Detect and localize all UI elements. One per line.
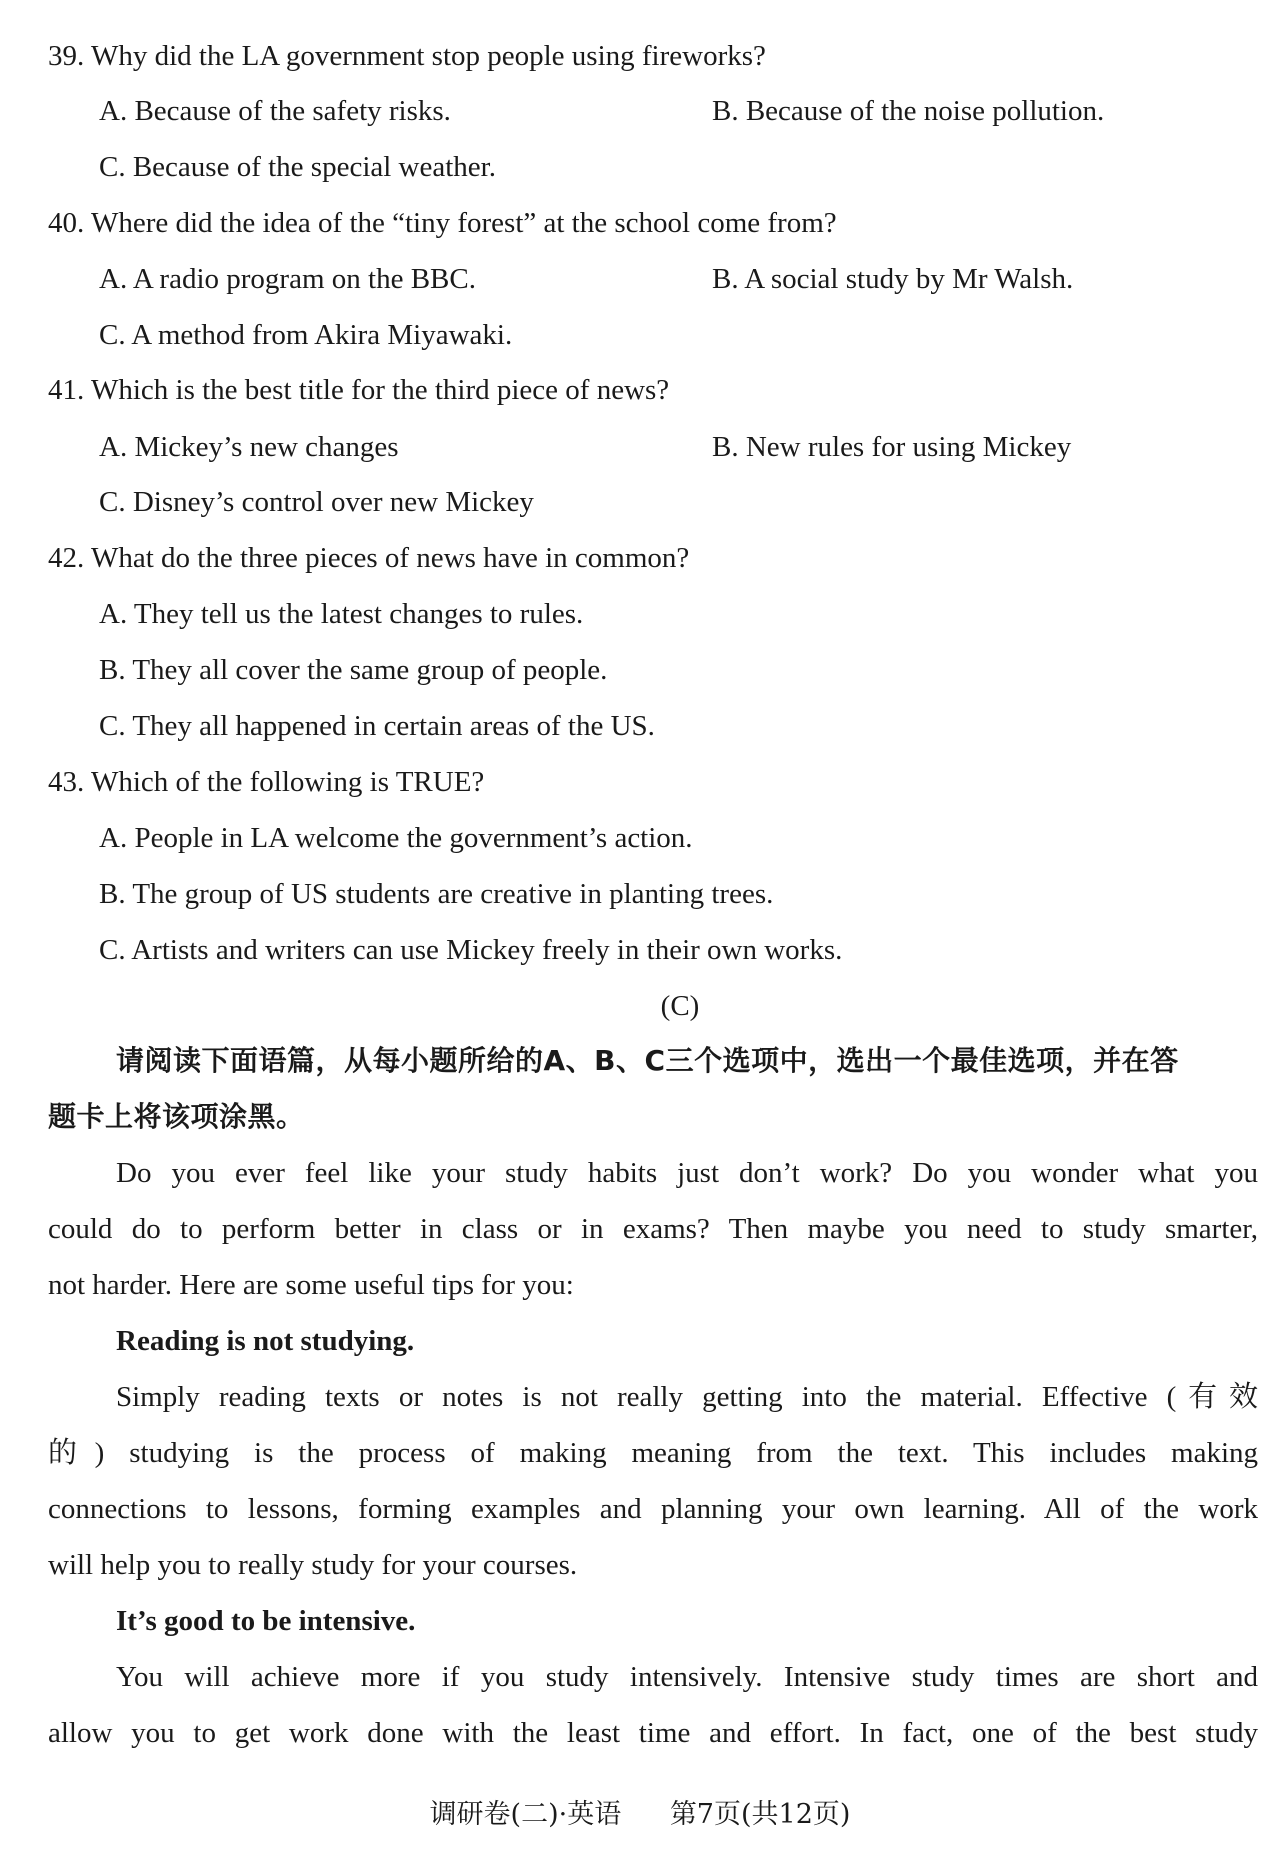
passage-intro-line: not harder. Here are some useful tips for you: — [48, 1269, 574, 1301]
question-40-option-c: C. A method from Akira Miyawaki. — [99, 319, 513, 351]
question-41-stem: 41. Which is the best title for the third piece of news? — [48, 374, 670, 406]
question-41-option-b: B. New rules for using Mickey — [712, 431, 1072, 463]
passage-para-2-line: allow you to get work done with the least time and effort. In fact, one of the best study — [48, 1717, 1258, 1749]
section-label: (C) — [660, 990, 700, 1022]
passage-heading-2: It’s good to be intensive. — [116, 1605, 416, 1637]
question-42-option-b: B. They all cover the same group of people. — [99, 654, 608, 686]
section-instruction-line-2: 题卡上将该项涂黑。 — [48, 1100, 305, 1133]
question-43-option-b: B. The group of US students are creative in planting trees. — [99, 878, 774, 910]
question-39-stem: 39. Why did the LA government stop people using fireworks? — [48, 40, 766, 72]
passage-para-2-line: You will achieve more if you study intensively. Intensive study times are short and — [116, 1661, 1258, 1693]
question-43-stem: 43. Which of the following is TRUE? — [48, 766, 485, 798]
question-40-option-a: A. A radio program on the BBC. — [99, 263, 476, 295]
passage-intro-line: Do you ever feel like your study habits just don’t work? Do you wonder what you — [116, 1157, 1258, 1189]
question-39-option-b: B. Because of the noise pollution. — [712, 95, 1105, 127]
passage-para-1-line: connections to lessons, forming examples and planning your own learning. All of the work — [48, 1493, 1258, 1525]
footer-paper-title: 调研卷(二)·英语 — [429, 1799, 622, 1830]
passage-heading-1: Reading is not studying. — [116, 1325, 415, 1357]
footer-page-number: 第7页(共12页) — [669, 1799, 851, 1830]
question-39-option-c: C. Because of the special weather. — [99, 151, 496, 183]
question-42-stem: 42. What do the three pieces of news have in common? — [48, 542, 690, 574]
question-42-option-c: C. They all happened in certain areas of the US. — [99, 710, 655, 742]
passage-intro-line: could do to perform better in class or in exams? Then maybe you need to study smarter, — [48, 1213, 1258, 1245]
passage-para-1-line: Simply reading texts or notes is not really getting into the material. Effective (有效 — [116, 1381, 1258, 1413]
question-43-option-a: A. People in LA welcome the government’s action. — [99, 822, 693, 854]
question-41-option-a: A. Mickey’s new changes — [99, 431, 399, 463]
question-43-option-c: C. Artists and writers can use Mickey freely in their own works. — [99, 934, 843, 966]
question-39-option-a: A. Because of the safety risks. — [99, 95, 451, 127]
section-instruction-line-1: 请阅读下面语篇，从每小题所给的A、B、C三个选项中，选出一个最佳选项，并在答 — [116, 1044, 1179, 1077]
question-40-option-b: B. A social study by Mr Walsh. — [712, 263, 1074, 295]
passage-para-1-line: 的) studying is the process of making meaning from the text. This includes making — [48, 1437, 1258, 1469]
page-footer — [0, 1797, 1280, 1833]
question-41-option-c: C. Disney’s control over new Mickey — [99, 486, 534, 518]
question-40-stem: 40. Where did the idea of the “tiny forest” at the school come from? — [48, 207, 837, 239]
passage-para-1-line: will help you to really study for your courses. — [48, 1549, 578, 1581]
question-42-option-a: A. They tell us the latest changes to rules. — [99, 598, 584, 630]
